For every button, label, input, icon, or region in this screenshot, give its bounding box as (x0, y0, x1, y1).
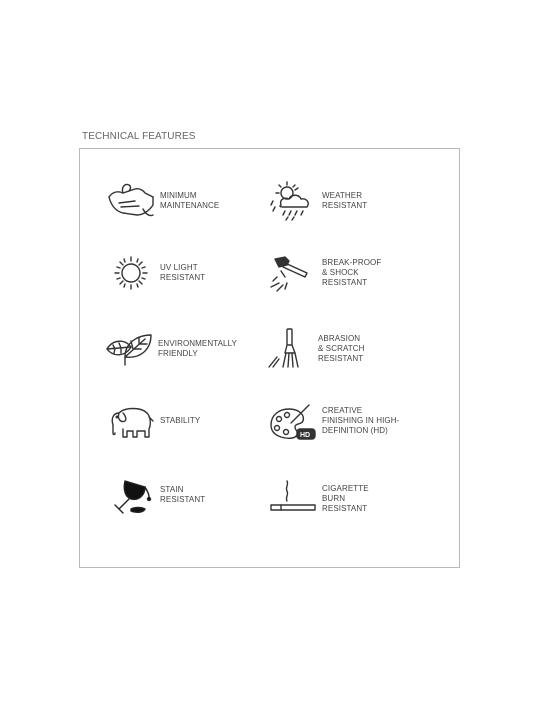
scratch-tool-icon (260, 325, 318, 373)
features-panel (79, 148, 460, 568)
leaves-icon (100, 325, 158, 373)
elephant-icon (102, 397, 160, 445)
feature-minimum-maintenance (102, 177, 255, 225)
feature-weather-resistant (264, 177, 417, 225)
sun-icon (102, 249, 160, 297)
feature-label: ENVIRONMENTALLY FRIENDLY (158, 339, 237, 358)
feature-environmentally-friendly (100, 325, 253, 373)
feature-label: UV LIGHT RESISTANT (160, 263, 206, 282)
feature-label: BREAK-PROOF & SHOCK RESISTANT (322, 258, 382, 287)
svg-text:HD: HD (300, 432, 311, 439)
feature-label: CREATIVE FINISHING IN HIGH- DEFINITION (HD) (322, 406, 400, 435)
feature-stain-resistant (102, 471, 255, 519)
palette-hd-icon (264, 397, 322, 445)
feature-label: STABILITY (160, 416, 201, 425)
cleaning-hand-icon (102, 177, 160, 225)
feature-break-proof (264, 249, 417, 297)
feature-stability (102, 397, 255, 445)
feature-cigarette-burn (264, 475, 417, 523)
feature-label: MINIMUM MAINTENANCE (160, 191, 220, 210)
hammer-icon (264, 249, 322, 297)
page-title: TECHNICAL FEATURES (82, 131, 196, 142)
weather-icon (264, 177, 322, 225)
feature-abrasion-scratch (260, 325, 413, 373)
spilled-glass-icon (102, 471, 160, 519)
feature-label: STAIN RESISTANT (160, 485, 206, 504)
feature-label: ABRASION & SCRATCH RESISTANT (318, 334, 365, 363)
cigarette-icon (264, 475, 322, 523)
feature-uv-light-resistant (102, 249, 255, 297)
feature-label: CIGARETTE BURN RESISTANT (322, 484, 369, 513)
feature-creative-finishing-hd (264, 397, 417, 445)
feature-label: WEATHER RESISTANT (322, 191, 368, 210)
